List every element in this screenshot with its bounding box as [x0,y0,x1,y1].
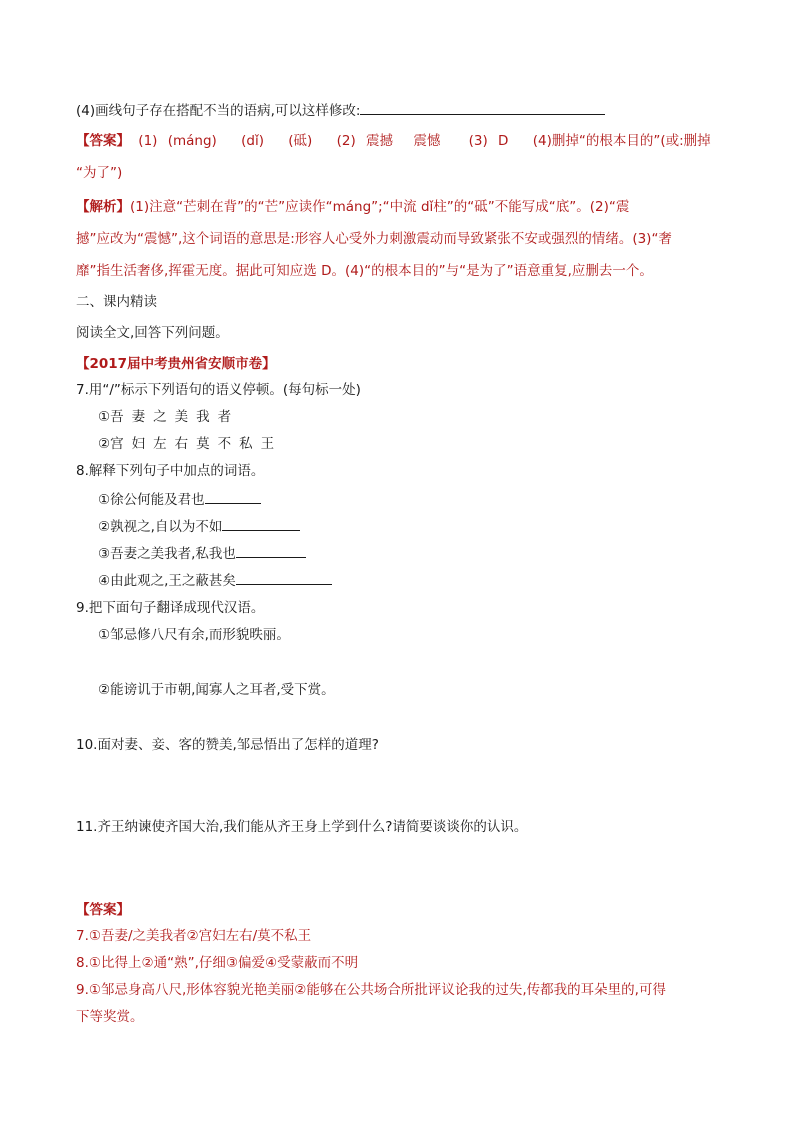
answer-label: 【答案】 [76,133,130,149]
question-8-item-2: ②孰视之,自以为不如 [98,516,300,537]
answer-blank[interactable] [205,489,261,504]
question-8-item-3: ③吾妻之美我者,私我也 [98,543,306,564]
answer-2-label: 【答案】 [76,902,130,918]
answer-blank[interactable] [360,100,605,115]
answer-9-line-2: 下等奖赏。 [76,1009,144,1025]
answer-blank[interactable] [236,570,332,585]
question-9: 9.把下面句子翻译成现代汉语。 [76,600,265,616]
answer-7: 7.①吾妻/之美我者②宫妇左右/莫不私王 [76,928,312,944]
answer-9-line-1: 9.①邹忌身高八尺,形体容貌光艳美丽②能够在公共场合所批评议论我的过失,传都我的耳朵里的,可得 [76,982,666,998]
question-4-text: (4)画线句子存在搭配不当的语病,可以这样修改: [76,103,361,119]
answer-part: (1) [138,133,158,149]
question-8-item-4: ④由此观之,王之蔽甚矣 [98,570,332,591]
question-8: 8.解释下列句子中加点的词语。 [76,463,265,479]
question-4 [76,100,605,121]
analysis-label: 【解析】 [76,199,130,215]
section-instruction: 阅读全文,回答下列问题。 [76,325,229,341]
section-title: 二、课内精读 [76,294,157,310]
answer-part: 震憾 [413,133,441,149]
answer-part: (3) [468,133,488,149]
answer-part: D [498,133,509,149]
analysis-line-2: 撼”应改为“震憾”,这个词语的意思是:形容人心受外力刺激震动而导致紧张不安或强烈的情绪。(3)“奢 [76,231,672,247]
answer-blank[interactable] [222,516,300,531]
answer-part: (máng) [167,133,217,149]
question-10: 10.面对妻、妾、客的赞美,邹忌悟出了怎样的道理? [76,737,379,753]
question-9-item-2: ②能谤讥于市朝,闻寡人之耳者,受下赏。 [98,682,335,698]
question-8-item-1: ①徐公何能及君也 [98,489,261,510]
question-7: 7.用“/”标示下列语句的语义停顿。(每句标一处) [76,382,361,398]
answer-1-line-1 [76,131,711,151]
answer-8: 8.①比得上②通“熟”,仔细③偏爱④受蒙蔽而不明 [76,955,359,971]
answer-part: 震撼 [366,133,394,149]
question-9-item-1: ①邹忌修八尺有余,而形貌昳丽。 [98,627,290,643]
answer-part: (2) [336,133,356,149]
analysis-line-3: 靡”指生活奢侈,挥霍无度。据此可知应选 D。(4)“的根本目的”与“是为了”语意重复,应删去一个。 [76,263,653,279]
answer-part: (dǐ) [241,133,264,149]
question-7-item-1: ①吾 妻 之 美 我 者 [98,409,232,425]
answer-part: (4)删掉“的根本目的”(或:删掉 [532,133,711,149]
answer-part: (砥) [288,133,313,149]
analysis-text: (1)注意“芒刺在背”的“芒”应读作“máng”;“中流 dǐ柱”的“砥”不能写成“底”。(2)“震 [130,199,630,215]
question-7-item-2: ②宫 妇 左 右 莫 不 私 王 [98,436,275,452]
answer-blank[interactable] [236,543,306,558]
question-11: 11.齐王纳谏使齐国大治,我们能从齐王身上学到什么?请简要谈谈你的认识。 [76,819,528,835]
analysis-line-1 [76,197,629,217]
source-label: 【2017届中考贵州省安顺市卷】 [76,356,276,372]
answer-1-line-2: “为了”) [76,165,123,181]
